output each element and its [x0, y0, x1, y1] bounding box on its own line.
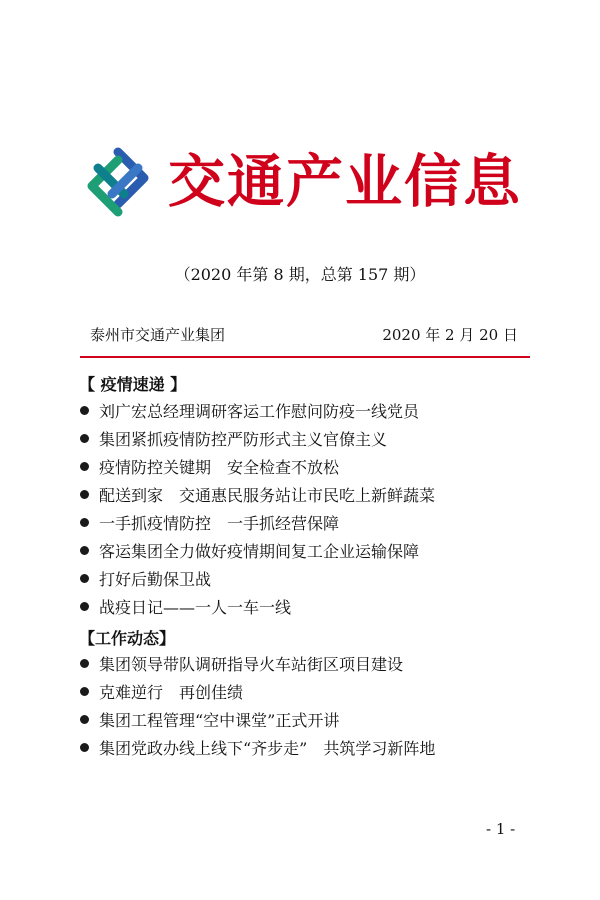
- bullet-icon: [80, 518, 89, 527]
- item-text: 集团领导带队调研指导火车站街区项目建设: [99, 654, 404, 674]
- list-item: [80, 508, 435, 536]
- bullet-icon: [80, 659, 89, 668]
- publication-date: 2020 年 2 月 20 日: [382, 326, 518, 344]
- item-text: 刘广宏总经理调研客运工作慰问防疫一线党员: [99, 401, 420, 421]
- header-divider: [80, 356, 530, 358]
- list-item: [80, 452, 435, 480]
- item-text: 打好后勤保卫战: [99, 569, 212, 589]
- list-item: [80, 564, 435, 592]
- item-text: 客运集团全力做好疫情期间复工企业运输保障: [99, 541, 420, 561]
- knot-emblem-icon: [86, 146, 150, 218]
- bullet-icon: [80, 434, 89, 443]
- work-news-list: [80, 649, 435, 761]
- bullet-icon: [80, 462, 89, 471]
- bullet-icon: [80, 546, 89, 555]
- item-text: 配送到家 交通惠民服务站让市民吃上新鲜蔬菜: [99, 485, 436, 505]
- list-item: [80, 649, 435, 677]
- list-item: [80, 592, 435, 620]
- bullet-icon: [80, 574, 89, 583]
- item-text: 集团工程管理“空中课堂”正式开讲: [99, 710, 340, 730]
- organization-name: 泰州市交通产业集团: [90, 326, 226, 344]
- list-item: [80, 480, 435, 508]
- item-text: 疫情防控关键期 安全检查不放松: [99, 457, 340, 477]
- item-text: 集团党政办线上线下“齐步走” 共筑学习新阵地: [99, 738, 436, 758]
- section-title-epidemic: 【 疫情速递 】: [79, 375, 187, 394]
- bullet-icon: [80, 602, 89, 611]
- masthead: [86, 146, 522, 218]
- list-item: [80, 705, 435, 733]
- list-item: [80, 424, 435, 452]
- epidemic-news-list: [80, 396, 435, 620]
- bullet-icon: [80, 406, 89, 415]
- item-text: 集团紧抓疫情防控严防形式主义官僚主义: [99, 429, 388, 449]
- list-item: [80, 536, 435, 564]
- list-item: [80, 677, 435, 705]
- list-item: [80, 396, 435, 424]
- item-text: 一手抓疫情防控 一手抓经营保障: [99, 513, 340, 533]
- bullet-icon: [80, 715, 89, 724]
- item-text: 克难逆行 再创佳绩: [99, 682, 244, 702]
- list-item: [80, 733, 435, 761]
- bullet-icon: [80, 687, 89, 696]
- item-text: 战疫日记——一人一车一线: [99, 597, 292, 617]
- bullet-icon: [80, 743, 89, 752]
- page-number: - 1 -: [486, 820, 516, 838]
- issue-info: （2020 年第 8 期，总第 157 期）: [174, 265, 426, 284]
- bullet-icon: [80, 490, 89, 499]
- publication-title: 交通产业信息: [168, 149, 522, 215]
- section-title-work-news: 【工作动态】: [79, 629, 176, 648]
